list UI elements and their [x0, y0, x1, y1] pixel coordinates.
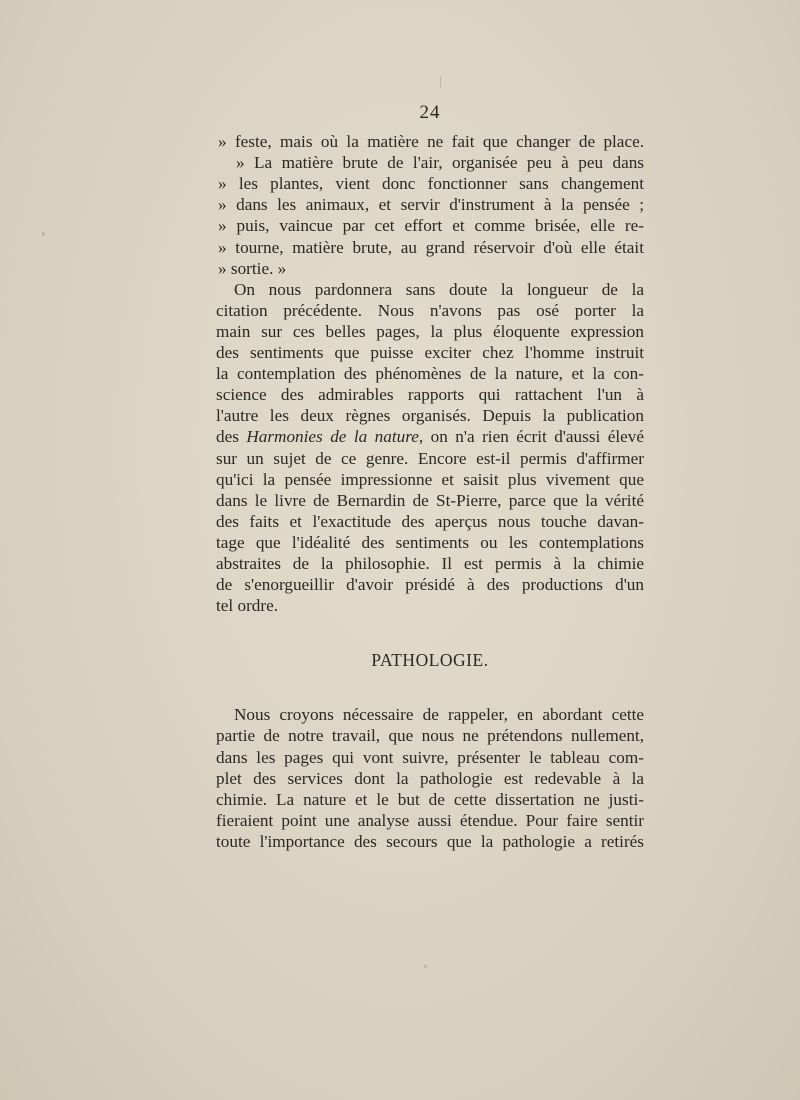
text-line: tage que l'idéalité des sentiments ou les contemplations — [216, 532, 644, 552]
quote-line: » feste, mais où la matière ne fait que changer de place. — [218, 132, 644, 152]
quote-block — [216, 131, 644, 279]
text-line: tel ordre. — [216, 596, 279, 616]
text-segment: des — [216, 427, 247, 447]
section-heading: PATHOLOGIE. — [371, 650, 489, 671]
text-line: l'autre les deux règnes organisés. Depuis la publication — [216, 406, 644, 426]
text-line: chimie. La nature et le but de cette dissertation ne justi- — [216, 789, 644, 809]
text-segment: on n'a rien écrit d'aussi élevé — [423, 427, 644, 447]
text-line: plet des services dont la pathologie est redevable à la — [216, 768, 644, 788]
paper-speck — [424, 965, 427, 968]
page-text — [216, 102, 644, 852]
text-line: citation précédente. Nous n'avons pas osé porter la — [216, 300, 644, 320]
text-line: dans les pages qui vont suivre, présenter le tableau com- — [216, 747, 644, 767]
paper-speck — [42, 232, 45, 236]
text-line: Nous croyons nécessaire de rappeler, en abordant cette — [234, 705, 644, 725]
paragraph — [216, 704, 644, 852]
page-number: 24 — [419, 102, 441, 123]
paper-speck — [440, 76, 441, 88]
text-line: des faits et l'exactitude des aperçus nous touche davan- — [216, 511, 644, 531]
text-line: sur un sujet de ce genre. Encore est-il permis d'affirmer — [216, 448, 644, 468]
paragraph — [216, 279, 644, 617]
text-line: abstraites de la philosophie. Il est permis à la chimie — [216, 553, 644, 573]
quote-line: » tourne, matière brute, au grand réservoir d'où elle était — [218, 237, 644, 257]
quote-line: » puis, vaincue par cet effort et comme brisée, elle re- — [218, 216, 644, 236]
text-line-with-italic — [216, 426, 644, 447]
text-line: qu'ici la pensée impressionne et saisit plus vivement que — [216, 469, 644, 489]
text-line: main sur ces belles pages, la plus éloquente expression — [216, 321, 644, 341]
text-line: la contemplation des phénomènes de la nature, et la con- — [216, 364, 644, 384]
quote-line: » La matière brute de l'air, organisée peu à peu dans — [236, 153, 644, 173]
quote-line: » dans les animaux, et servir d'instrument à la pensée ; — [218, 195, 644, 215]
text-line: dans le livre de Bernardin de St-Pierre, parce que la vérité — [216, 490, 644, 510]
text-line: partie de notre travail, que nous ne prétendons nullement, — [216, 726, 644, 746]
text-line: On nous pardonnera sans doute la longueur de la — [234, 279, 644, 299]
text-line: des sentiments que puisse exciter chez l'homme instruit — [216, 343, 644, 363]
book-title: Harmonies de la nature, — [246, 427, 424, 447]
text-line: toute l'importance des secours que la pathologie a retirés — [216, 831, 644, 851]
text-line: fieraient point une analyse aussi étendue. Pour faire sentir — [216, 810, 644, 830]
text-line: science des admirables rapports qui rattachent l'un à — [216, 385, 644, 405]
text-line: de s'enorgueillir d'avoir présidé à des productions d'un — [216, 575, 644, 595]
quote-line: » sortie. » — [218, 258, 287, 278]
quote-line: » les plantes, vient donc fonctionner sans changement — [218, 174, 644, 194]
